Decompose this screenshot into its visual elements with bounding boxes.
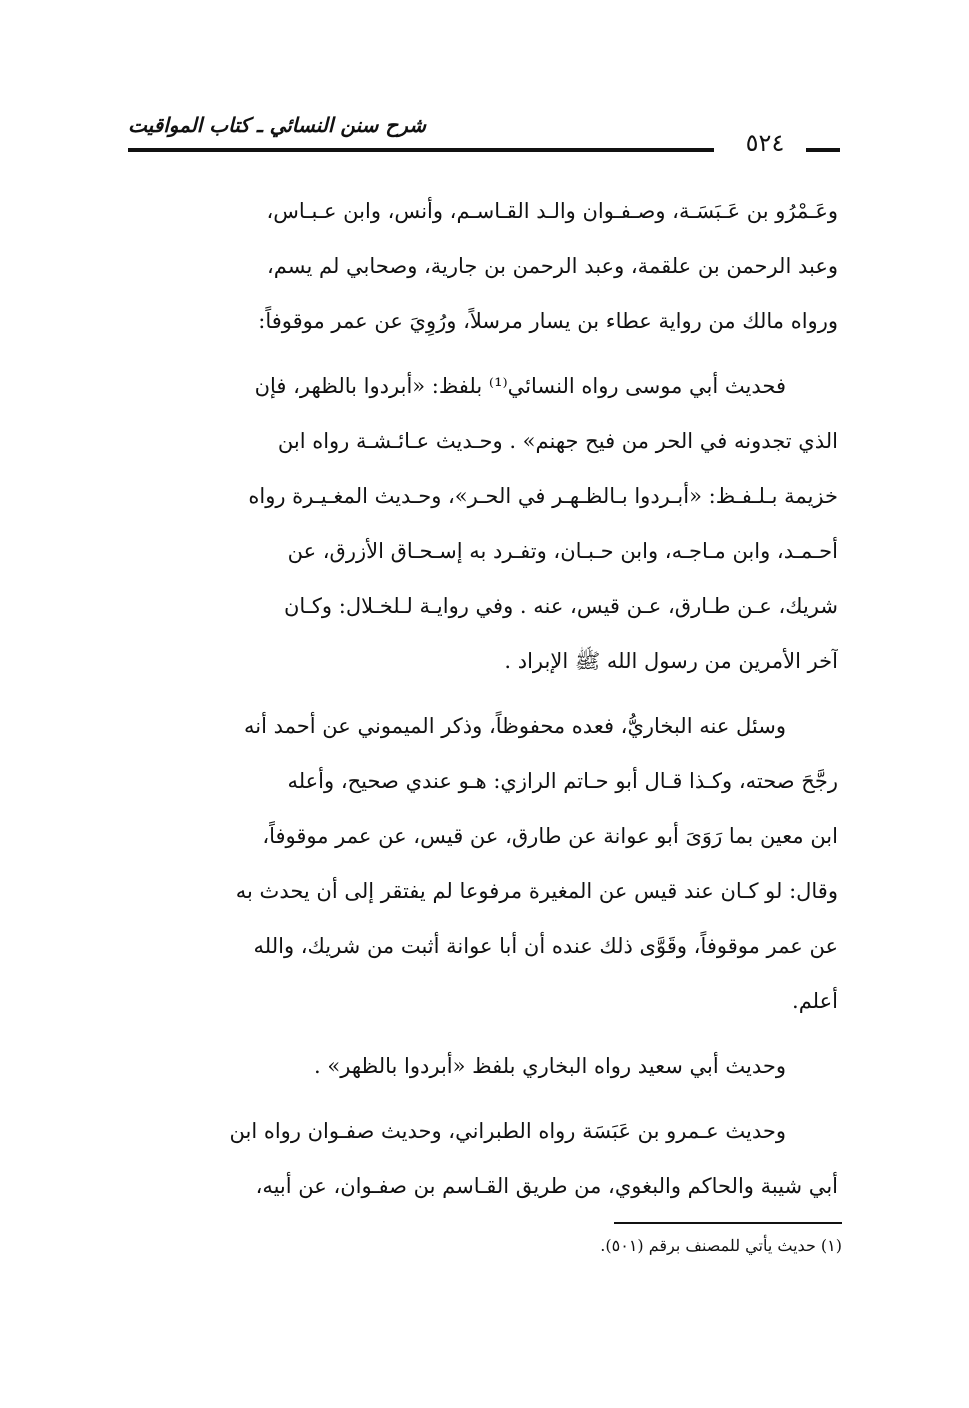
header-rule (128, 148, 714, 152)
paragraph-1 (130, 184, 838, 349)
text-line: آخر الأمرين من رسول الله ﷺ الإبراد . (504, 649, 838, 673)
header-rule-short (806, 148, 840, 152)
text-line: ورواه مالك من رواية عطاء بن يسار مرسلاً، ورُوِيَ عن عمر موقوفاً: (258, 309, 838, 333)
header-title: شرح سنن النسائي ـ كتاب المواقيت (128, 113, 427, 137)
text-line: وسئل عنه البخاريُّ، فعده محفوظاً، وذكر الميموني عن أحمد أنه (244, 714, 786, 738)
text-line: أحـمـد، وابن مـاجـه، وابن حـبـان، وتفـرد به إسـحـاق الأزرق، عن (287, 539, 838, 563)
text-line: خزيمة بـلـفـظ: «أبـردوا بـالظـهـر في الحـر»، وحـديث المغـيـرة رواه (248, 484, 838, 508)
text-line: عن عمر موقوفاً، وقَوَّى ذلك عنده أن أبا عوانة أثبت من شريك، والله (253, 934, 838, 958)
text-line: وعَـمْرُو بن عَـبَسَـة، وصـفـوان والـد القـاسـم، وأنس، وابن عـبـاس، (266, 199, 838, 223)
text-line: وحديث عـمرو بن عَبَسَة رواه الطبراني، وحديث صفـوان رواه ابن (229, 1119, 786, 1143)
paragraph-2 (130, 359, 838, 689)
text-line: الذي تجدونه في الحر من فيح جهنم» . وحـديث عـائـشـة رواه ابن (277, 429, 838, 453)
text-line: أبي شيبة والحاكم والبغوي، من طريق القـاسم بن صفـوان، عن أبيه، (255, 1174, 838, 1198)
text-line: أعلم. (792, 989, 838, 1013)
body-text (130, 184, 838, 1214)
running-header (128, 110, 840, 160)
paragraph-3 (130, 699, 838, 1029)
text-line: شريك، عـن طـارق، عـن قيس، عنه . وفي روايـة لـلخـلال: وكـان (283, 594, 838, 618)
text-line: وعبد الرحمن بن علقمة، وعبد الرحمن بن جارية، وصحابي لم يسم، (267, 254, 838, 278)
footnote: (١) حديث يأتي للمصنف برقم (٥٠١). (600, 1236, 842, 1255)
footnote-rule (614, 1222, 842, 1224)
page-number: ٥٢٤ (745, 129, 785, 157)
text-line: رجَّحَ صحته، وكـذا قـال أبو حـاتم الرازي: هـو عندي صحيح، وأعله (287, 769, 838, 793)
paragraph-5 (130, 1104, 838, 1214)
text-line: وقال: لو كـان عند قيس عن المغيرة مرفوعا لم يفتقر إلى أن يحدث به (235, 879, 838, 903)
text-line: وحديث أبي سعيد رواه البخاري بلفظ «أبردوا بالظهر» . (314, 1054, 786, 1078)
text-line: فحديث أبي موسى رواه النسائي⁽¹⁾ بلفظ: «أبردوا بالظهر، فإن (254, 374, 786, 398)
text-line: ابن معين بما رَوَىَ أبو عوانة عن طارق، عن قيس، عن عمر موقوفاً، (262, 824, 838, 848)
paragraph-4 (130, 1039, 838, 1094)
